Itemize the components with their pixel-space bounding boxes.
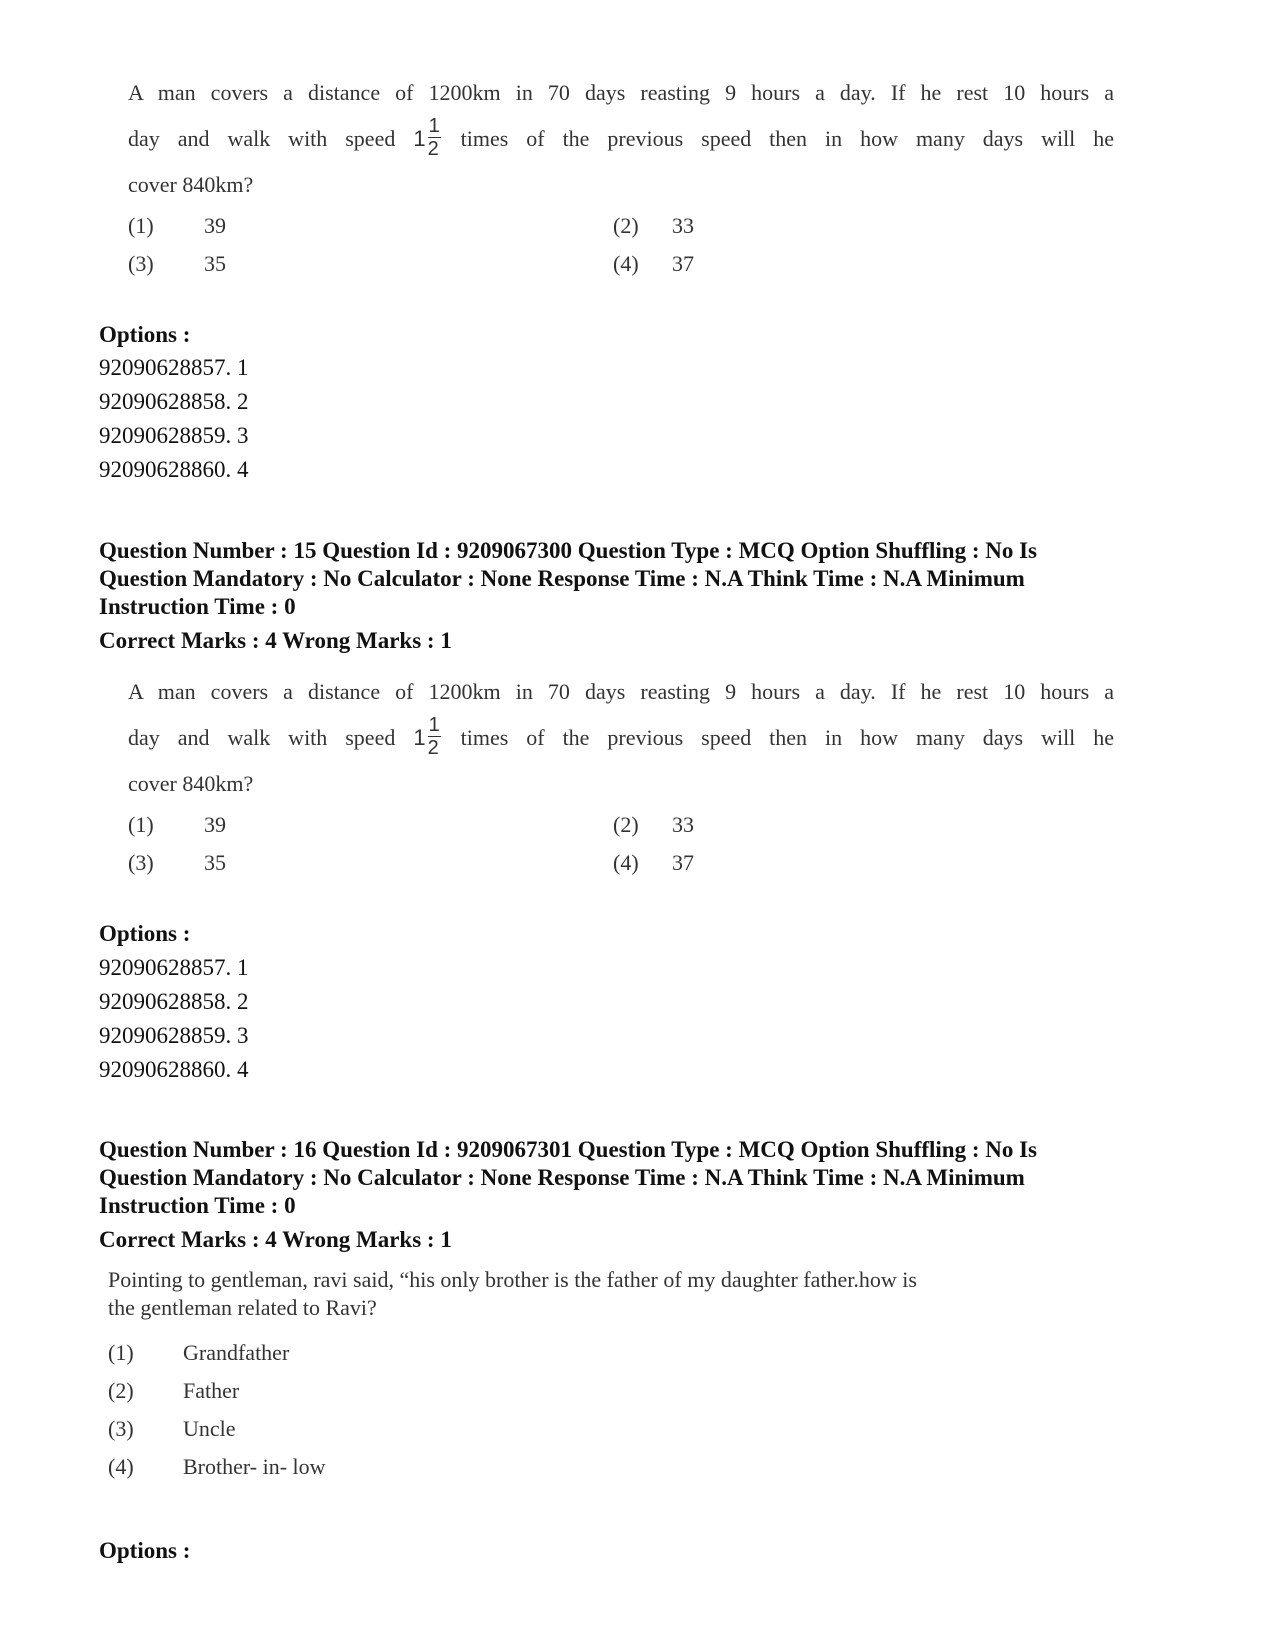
q15-fraction-den: 2: [427, 737, 439, 760]
q14-choice-4-label: (4): [613, 251, 639, 276]
q14-line-2-post: times of the previous speed then in how many days will he: [460, 126, 1115, 151]
q16-choice-1-label: (1): [108, 1340, 134, 1365]
q16-choice-4-value: Brother- in- low: [183, 1454, 326, 1479]
q14-options-heading: Options :: [99, 322, 191, 347]
q15-meta-line-3: Instruction Time : 0: [99, 594, 296, 619]
q16-meta-line-1: Question Number : 16 Question Id : 9209067301 Question Type : MCQ Option Shuffling : No Is: [99, 1137, 1038, 1162]
q15-option-3: 92090628859. 3: [99, 1023, 249, 1048]
q14-line-3: cover 840km?: [128, 172, 254, 197]
q15-choice-3-value: 35: [204, 850, 226, 875]
q15-line-1: A man covers a distance of 1200km in 70 days reasting 9 hours a day. If he rest 10 hours a: [128, 679, 1114, 704]
q15-meta-line-1: Question Number : 15 Question Id : 9209067300 Question Type : MCQ Option Shuffling : No Is: [99, 538, 1038, 563]
q14-option-3: 92090628859. 3: [99, 423, 249, 448]
q14-option-2: 92090628858. 2: [99, 389, 249, 414]
q15-choice-1-value: 39: [204, 812, 226, 837]
q15-options-heading: Options :: [99, 921, 191, 946]
q16-line-2: the gentleman related to Ravi?: [108, 1295, 377, 1320]
q16-options-heading: Options :: [99, 1538, 191, 1563]
q15-marks: Correct Marks : 4 Wrong Marks : 1: [99, 628, 452, 653]
q16-choice-4-label: (4): [108, 1454, 134, 1479]
q14-fraction-den: 2: [427, 138, 439, 161]
q15-choice-4-value: 37: [672, 850, 694, 875]
q14-choice-4-value: 37: [672, 251, 694, 276]
q14-choice-1-value: 39: [204, 213, 226, 238]
q15-choice-2-label: (2): [613, 812, 639, 837]
q14-line-2: [128, 114, 1114, 163]
q14-choice-2-value: 33: [672, 213, 694, 238]
q14-line-2-pre: day and walk with speed: [128, 126, 396, 151]
q14-choice-2-label: (2): [613, 213, 639, 238]
q16-choice-2-label: (2): [108, 1378, 134, 1403]
q14-option-1: 92090628857. 1: [99, 355, 249, 380]
q16-choice-3-value: Uncle: [183, 1416, 236, 1441]
q15-line-2-post: times of the previous speed then in how many days will he: [460, 725, 1115, 750]
q15-choice-2-value: 33: [672, 812, 694, 837]
q14-fraction-num: 1: [428, 115, 440, 138]
q14-line-1: A man covers a distance of 1200km in 70 days reasting 9 hours a day. If he rest 10 hours a: [128, 80, 1114, 105]
q15-choice-1-label: (1): [128, 812, 154, 837]
q16-meta-line-2: Question Mandatory : No Calculator : None Response Time : N.A Think Time : N.A Minimum: [99, 1165, 1025, 1190]
q16-choice-1-value: Grandfather: [183, 1340, 290, 1365]
q16-marks: Correct Marks : 4 Wrong Marks : 1: [99, 1227, 452, 1252]
q15-line-2-pre: day and walk with speed: [128, 725, 396, 750]
q15-fraction: [428, 714, 441, 759]
q15-fraction-num: 1: [428, 714, 440, 737]
q16-choice-2-value: Father: [183, 1378, 240, 1403]
q15-option-1: 92090628857. 1: [99, 955, 249, 980]
q14-mixed-whole: 1: [413, 126, 426, 151]
q15-choice-4-label: (4): [613, 850, 639, 875]
q15-option-4: 92090628860. 4: [99, 1057, 249, 1082]
q15-line-3: cover 840km?: [128, 771, 254, 796]
q15-meta-line-2: Question Mandatory : No Calculator : None Response Time : N.A Think Time : N.A Minimum: [99, 566, 1025, 591]
q16-meta-line-3: Instruction Time : 0: [99, 1193, 296, 1218]
q15-choice-3-label: (3): [128, 850, 154, 875]
q14-fraction: [428, 115, 441, 160]
q14-choice-1-label: (1): [128, 213, 154, 238]
q14-choice-3-label: (3): [128, 251, 154, 276]
q15-mixed-whole: 1: [413, 725, 426, 750]
q15-line-2: [128, 713, 1114, 762]
q15-option-2: 92090628858. 2: [99, 989, 249, 1014]
q16-line-1: Pointing to gentleman, ravi said, “his only brother is the father of my daughter father.how is: [108, 1267, 917, 1292]
q14-choice-3-value: 35: [204, 251, 226, 276]
q14-option-4: 92090628860. 4: [99, 457, 249, 482]
q16-choice-3-label: (3): [108, 1416, 134, 1441]
